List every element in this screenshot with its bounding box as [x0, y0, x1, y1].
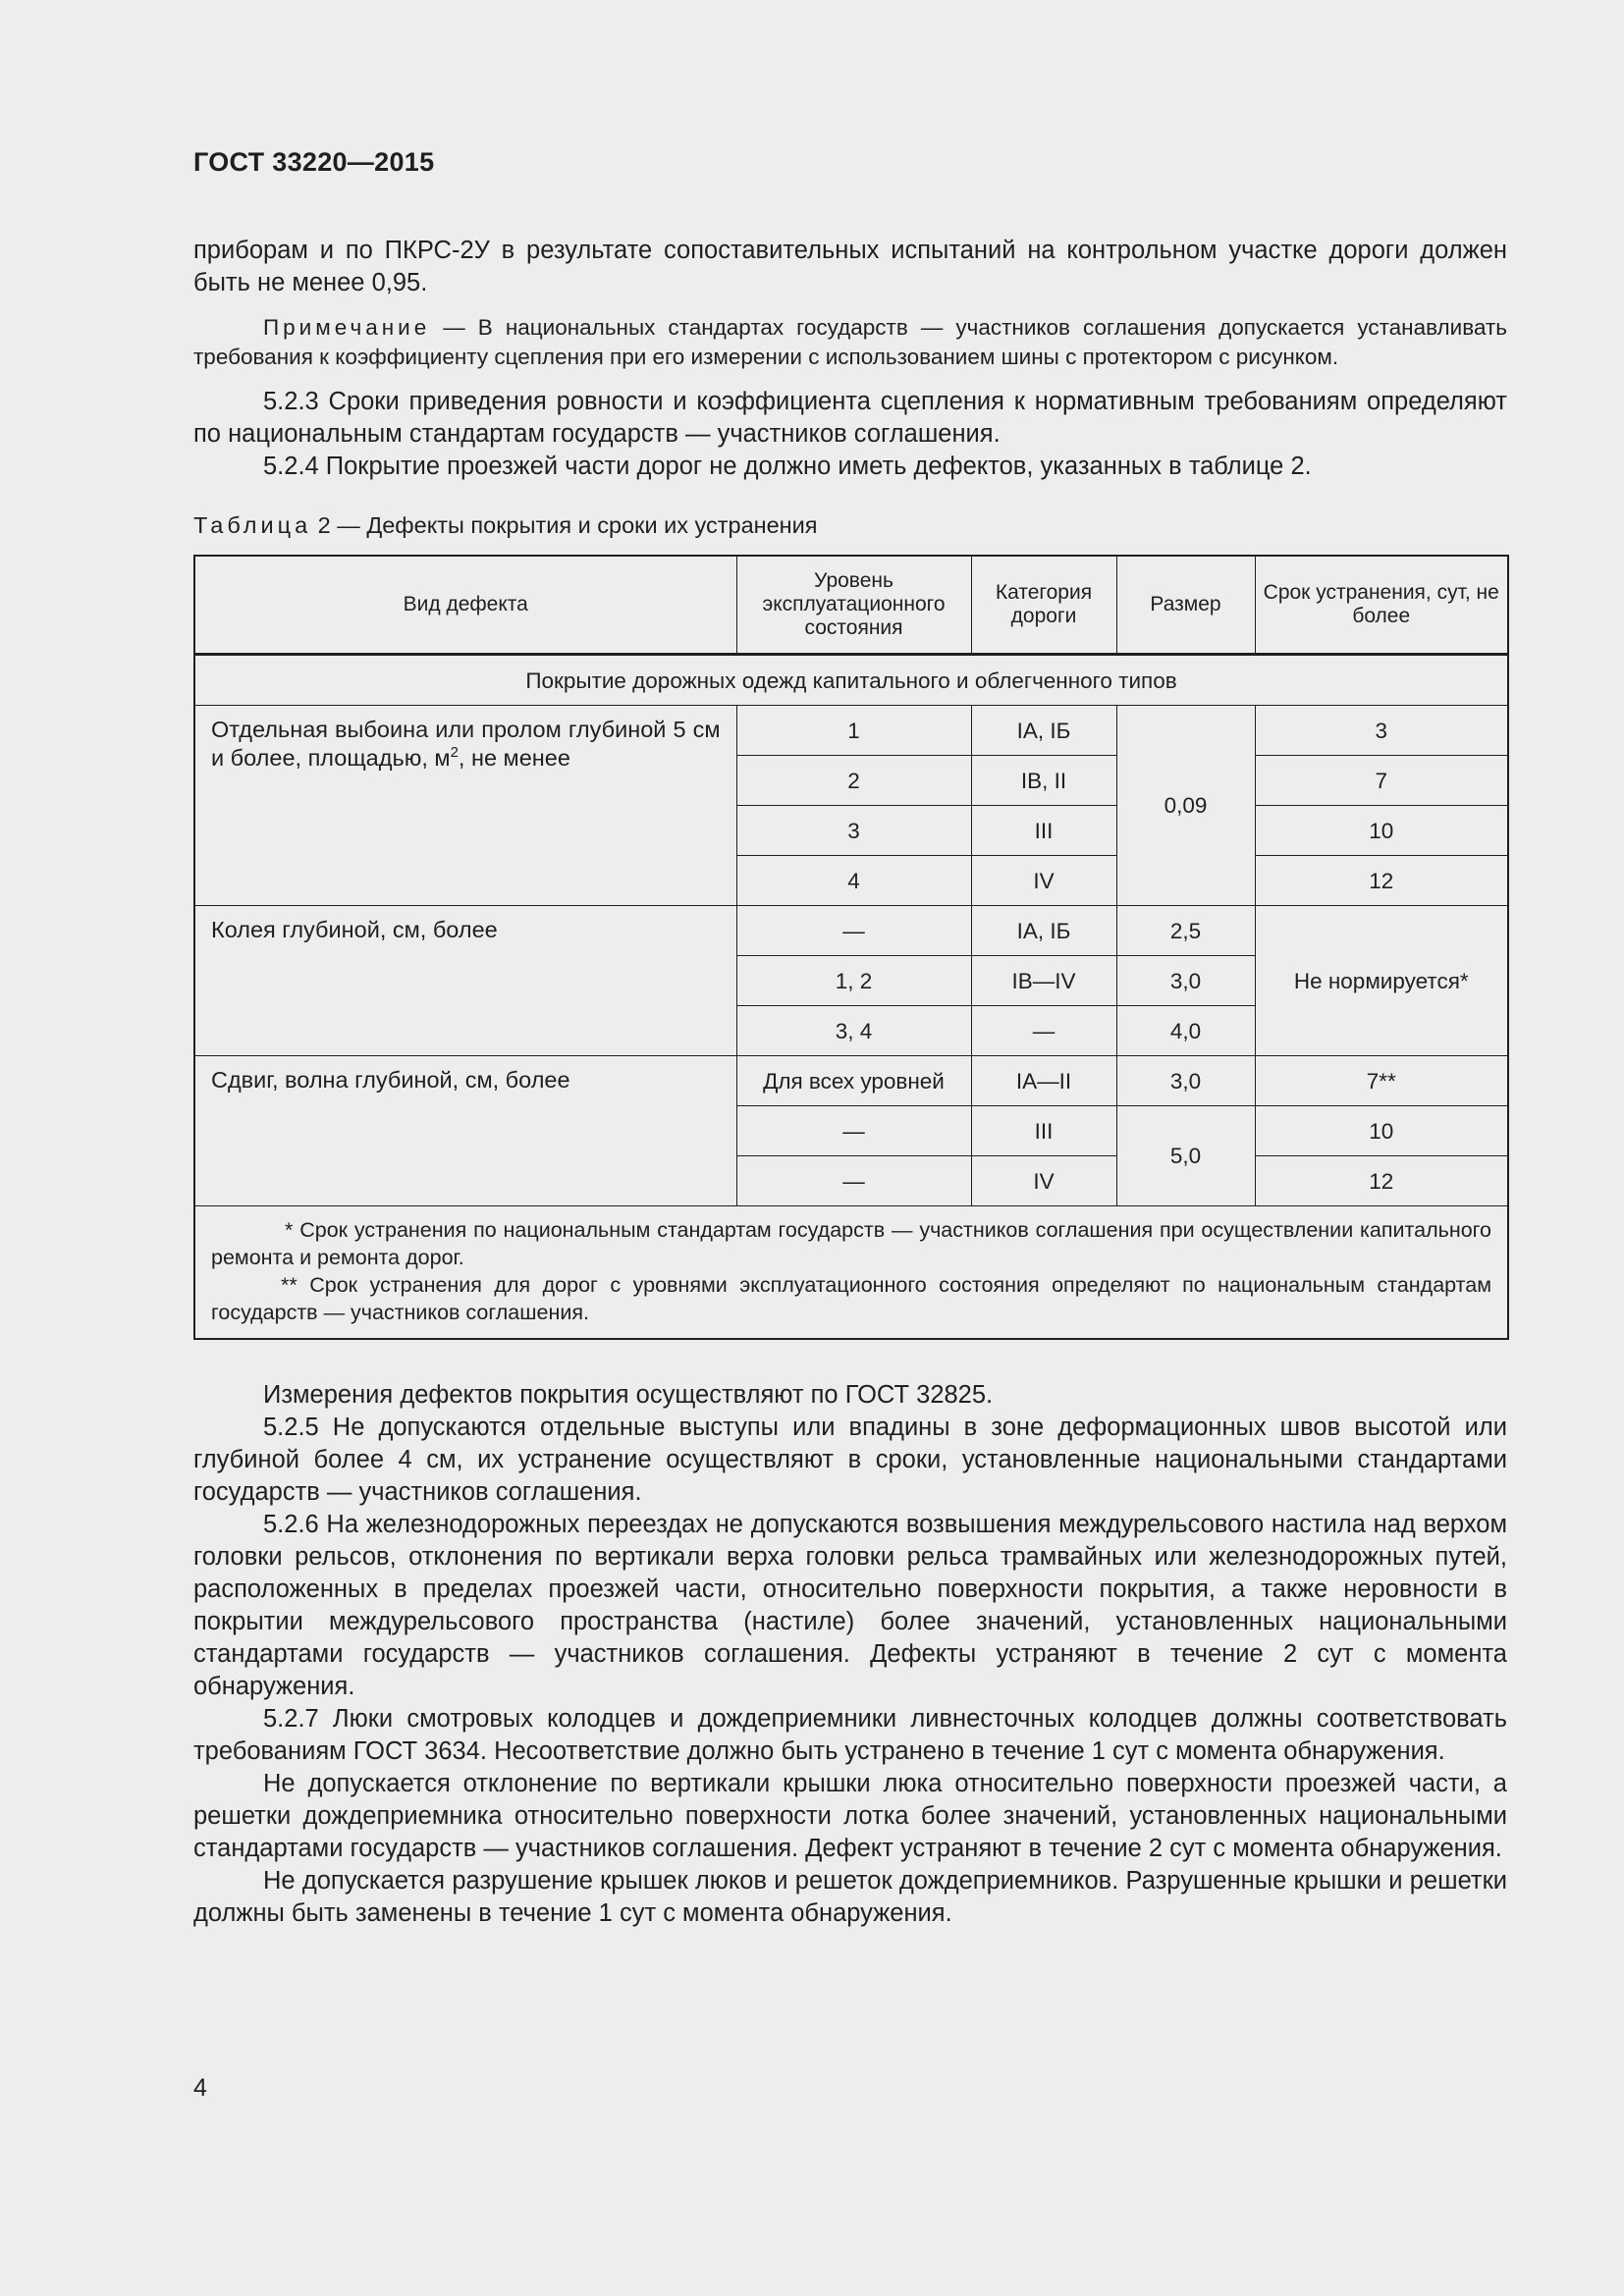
category-cell: IА, IБ [971, 906, 1116, 956]
level-cell: 1, 2 [736, 956, 971, 1006]
shift-size-cell: 5,0 [1116, 1106, 1255, 1206]
footnotes-row [194, 1206, 1508, 1340]
note-label: Примечание [263, 315, 431, 340]
table-caption-label: Таблица [193, 512, 312, 538]
level-cell: 4 [736, 856, 971, 906]
header-category: Категория дороги [971, 556, 1116, 655]
table-row [194, 1056, 1508, 1106]
rut-term-cell: Не нормируется* [1255, 906, 1508, 1056]
header-defect: Вид дефекта [194, 556, 736, 655]
category-cell: IВ—IV [971, 956, 1116, 1006]
header-level: Уровень эксплуатационного состояния [736, 556, 971, 655]
pothole-sup: 2 [450, 744, 459, 762]
table-footnotes [194, 1206, 1508, 1340]
note-text: — В национальных стандартах государств — участников соглашения допускается устанавливать требования к коэффициенту сцепления при его измерении с использованием шины с протектором с рисунком. [193, 315, 1507, 369]
header-size: Размер [1116, 556, 1255, 655]
category-cell: IV [971, 856, 1116, 906]
category-cell: IА, IБ [971, 706, 1116, 756]
paragraph-hatch-destruction: Не допускается разрушение крышек люков и решеток дождеприемников. Разрушенные крышки и решетки должны быть заменены в течение 1 сут с момента обнаружения. [193, 1867, 1507, 1927]
paragraph-measurements: Измерения дефектов покрытия осуществляют по ГОСТ 32825. [263, 1381, 994, 1409]
shift-defect-cell: Сдвиг, волна глубиной, см, более [194, 1056, 736, 1206]
term-cell: 12 [1255, 856, 1508, 906]
category-cell: III [971, 806, 1116, 856]
clause-5-2-5: 5.2.5 Не допускаются отдельные выступы или впадины в зоне деформационных швов высотой или глубиной более 4 см, их устранение осуществляют в сроки, установленные национальными стандартами государств — участников соглашения. [193, 1414, 1507, 1506]
note-paragraph [193, 313, 1507, 372]
size-cell: 3,0 [1116, 1056, 1255, 1106]
table-row [194, 906, 1508, 956]
section-row [194, 655, 1508, 706]
pothole-label: Отдельная выбоина или пролом глубиной 5 см и более, площадью, м [211, 717, 721, 771]
level-cell: 2 [736, 756, 971, 806]
level-cell: Для всех уровней [736, 1056, 971, 1106]
term-cell: 7** [1255, 1056, 1508, 1106]
category-cell: IА—II [971, 1056, 1116, 1106]
footnote-2: ** Срок устранения для дорог с уровнями эксплуатационного состояния определяют по национальным стандартам государств — участников соглашения. [211, 1273, 1491, 1324]
term-cell: 12 [1255, 1156, 1508, 1206]
level-cell: — [736, 1106, 971, 1156]
term-cell: 3 [1255, 706, 1508, 756]
pothole-label-end: , не менее [458, 745, 570, 771]
defects-table [193, 555, 1509, 1340]
level-cell: 3, 4 [736, 1006, 971, 1056]
body-after-table [193, 1379, 1507, 1930]
level-cell: 3 [736, 806, 971, 856]
category-cell: IВ, II [971, 756, 1116, 806]
level-cell: — [736, 1156, 971, 1206]
term-cell: 10 [1255, 1106, 1508, 1156]
document-code-header: ГОСТ 33220—2015 [193, 147, 435, 177]
table-caption [193, 512, 1507, 539]
term-cell: 10 [1255, 806, 1508, 856]
category-cell: IV [971, 1156, 1116, 1206]
pothole-defect-cell [194, 706, 736, 906]
table-caption-text: 2 — Дефекты покрытия и сроки их устранения [311, 512, 818, 538]
footnote-1: * Срок устранения по национальным стандартам государств — участников соглашения при осуществлении капитального ремонта и ремонта дорог. [211, 1218, 1491, 1269]
size-cell: 3,0 [1116, 956, 1255, 1006]
paragraph-hatch-deviation: Не допускается отклонение по вертикали крышки люка относительно поверхности проезжей части, а решетки дождеприемника относительно поверхности лотка более значений, установленных национальными стандартами государств — участников соглашения. Дефект устраняют в течение 2 сут с момента обнаружения. [193, 1770, 1507, 1862]
table-row [194, 706, 1508, 756]
intro-paragraph: приборам и по ПКРС-2У в результате сопоставительных испытаний на контрольном участке дороги должен быть не менее 0,95. [193, 237, 1507, 296]
rut-defect-cell: Колея глубиной, см, более [194, 906, 736, 1056]
document-page [193, 147, 1507, 1930]
category-cell: III [971, 1106, 1116, 1156]
clause-5-2-4: 5.2.4 Покрытие проезжей части дорог не должно иметь дефектов, указанных в таблице 2. [263, 453, 1312, 480]
section-title: Покрытие дорожных одежд капитального и облегченного типов [194, 655, 1508, 706]
term-cell: 7 [1255, 756, 1508, 806]
pothole-size-cell: 0,09 [1116, 706, 1255, 906]
page-number: 4 [193, 2074, 207, 2102]
category-cell: — [971, 1006, 1116, 1056]
clause-5-2-3: 5.2.3 Сроки приведения ровности и коэффициента сцепления к нормативным требованиям определяют по национальным стандартам государств — участников соглашения. [193, 388, 1507, 448]
level-cell: 1 [736, 706, 971, 756]
table-header-row [194, 556, 1508, 655]
size-cell: 2,5 [1116, 906, 1255, 956]
level-cell: — [736, 906, 971, 956]
header-term: Срок устранения, сут, не более [1255, 556, 1508, 655]
clause-5-2-6: 5.2.6 На железнодорожных переездах не допускаются возвышения междурельсового настила над верхом головки рельсов, отклонения по вертикали верха головки рельса трамвайных или железнодорожных путей, расположенных в пределах проезжей части, относительно поверхности покрытия, а также неровности в покрытии междурельсового пространства (настиле) более значений, установленных национальными стандартами государств — участников соглашения. Дефекты устраняют в течение 2 сут с момента обнаружения. [193, 1511, 1507, 1700]
clause-5-2-7: 5.2.7 Люки смотровых колодцев и дождеприемники ливнесточных колодцев должны соответствовать требованиям ГОСТ 3634. Несоответствие должно быть устранено в течение 1 сут с момента обнаружения. [193, 1705, 1507, 1765]
size-cell: 4,0 [1116, 1006, 1255, 1056]
